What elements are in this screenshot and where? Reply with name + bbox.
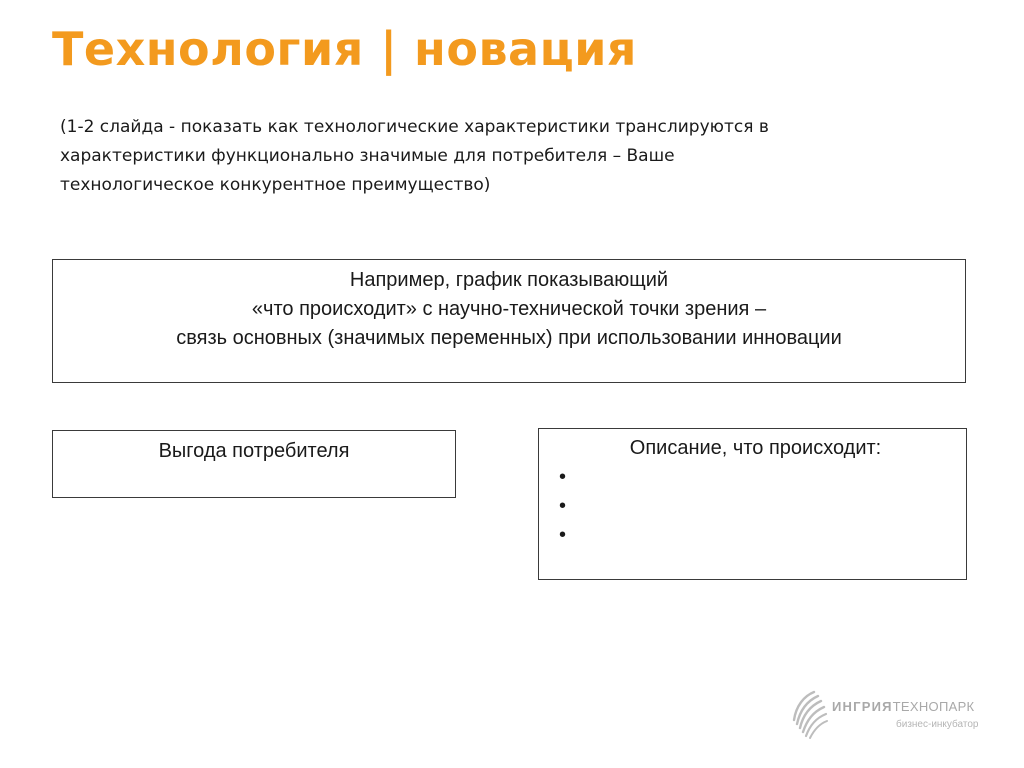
description-box	[538, 428, 967, 580]
slide-subtitle	[60, 113, 880, 200]
slide-title: Технология | новация	[52, 22, 637, 76]
description-bullet	[559, 463, 566, 492]
description-bullet-list	[559, 463, 566, 550]
graph-placeholder-box	[52, 259, 966, 383]
description-label: Описание, что происходит:	[629, 437, 882, 459]
consumer-benefit-box	[52, 430, 456, 498]
description-bullet	[559, 492, 566, 521]
subtitle-line: характеристики функционально значимые для потребителя – Ваше	[60, 146, 675, 166]
graph-placeholder-line: «что происходит» с научно-технической точки зрения –	[251, 298, 767, 320]
ingria-technopark-logo	[788, 684, 988, 744]
graph-placeholder-line: Например, график показывающий	[349, 269, 669, 291]
subtitle-line: (1-2 слайда - показать как технологические характеристики транслируются в	[60, 117, 769, 137]
logo-tagline: бизнес-инкубатор	[896, 719, 979, 730]
subtitle-line: технологическое конкурентное преимущество)	[60, 175, 491, 195]
logo-name-regular: ТЕХНОПАРК	[892, 699, 975, 714]
consumer-benefit-label: Выгода потребителя	[158, 440, 350, 462]
graph-placeholder-text	[53, 260, 965, 353]
description-bullet	[559, 521, 566, 550]
logo-name-bold: ИНГРИЯ	[832, 699, 893, 714]
graph-placeholder-line: связь основных (значимых переменных) при использовании инновации	[176, 327, 842, 349]
swirl-logo-icon	[788, 684, 832, 740]
logo-name	[832, 699, 974, 714]
